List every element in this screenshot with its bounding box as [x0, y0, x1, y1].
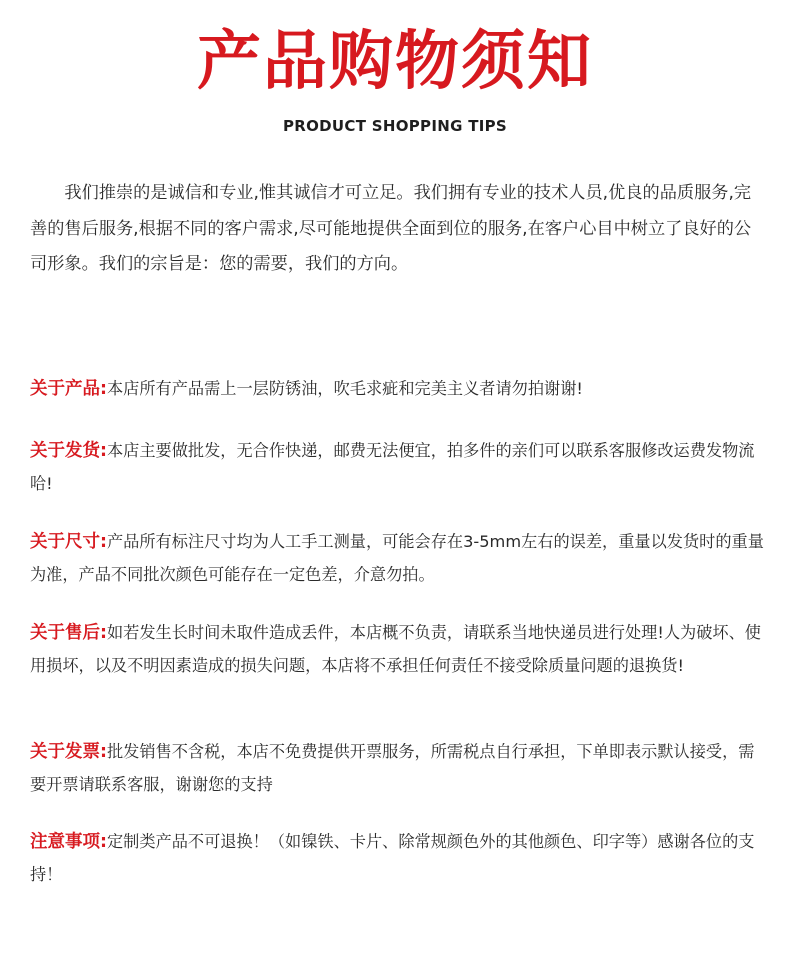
tip-label: 关于发票: [30, 742, 107, 762]
tip-size [30, 526, 770, 590]
tip-label: 关于发货: [30, 441, 107, 461]
tip-text: 如若发生长时间未取件造成丢件，本店概不负责，请联系当地快递员进行处理!人为破坏、使用损坏，以及不明因素造成的损失问题，本店将不承担任何责任不接受除质量问题的退换货! [30, 623, 761, 675]
tip-label: 关于尺寸: [30, 532, 107, 552]
tip-text: 本店主要做批发，无合作快递，邮费无法便宜，拍多件的亲们可以联系客服修改运费发物流哈! [30, 441, 755, 493]
tip-text: 定制类产品不可退换！（如镍铁、卡片、除常规颜色外的其他颜色、印字等）感谢各位的支持！ [30, 832, 755, 884]
tip-label: 关于产品: [30, 379, 107, 399]
tip-notice [30, 826, 770, 890]
tip-after-sales [30, 617, 770, 681]
tip-label: 关于售后: [30, 623, 107, 643]
intro-paragraph: 我们推崇的是诚信和专业,惟其诚信才可立足。我们拥有专业的技术人员,优良的品质服务,完善的售后服务,根据不同的客户需求,尽可能地提供全面到位的服务,在客户心目中树立了良好的公司形象。我们的宗旨是：您的需要，我们的方向。 [30, 183, 752, 274]
tip-text: 产品所有标注尺寸均为人工手工测量，可能会存在3-5mm左右的误差，重量以发货时的重量为准，产品不同批次颜色可能存在一定色差，介意勿拍。 [30, 532, 764, 584]
tip-shipping [30, 435, 770, 499]
tip-text: 批发销售不含税，本店不免费提供开票服务，所需税点自行承担，下单即表示默认接受，需要开票请联系客服，谢谢您的支持 [30, 742, 755, 794]
tip-label: 注意事项: [30, 832, 107, 852]
tip-text: 本店所有产品需上一层防锈油，吹毛求疵和完美主义者请勿拍谢谢! [107, 379, 583, 398]
tip-invoice [30, 736, 770, 800]
page-subtitle: PRODUCT SHOPPING TIPS [282, 117, 508, 135]
tip-product [30, 373, 770, 406]
page-title: 产品购物须知 [197, 25, 593, 99]
